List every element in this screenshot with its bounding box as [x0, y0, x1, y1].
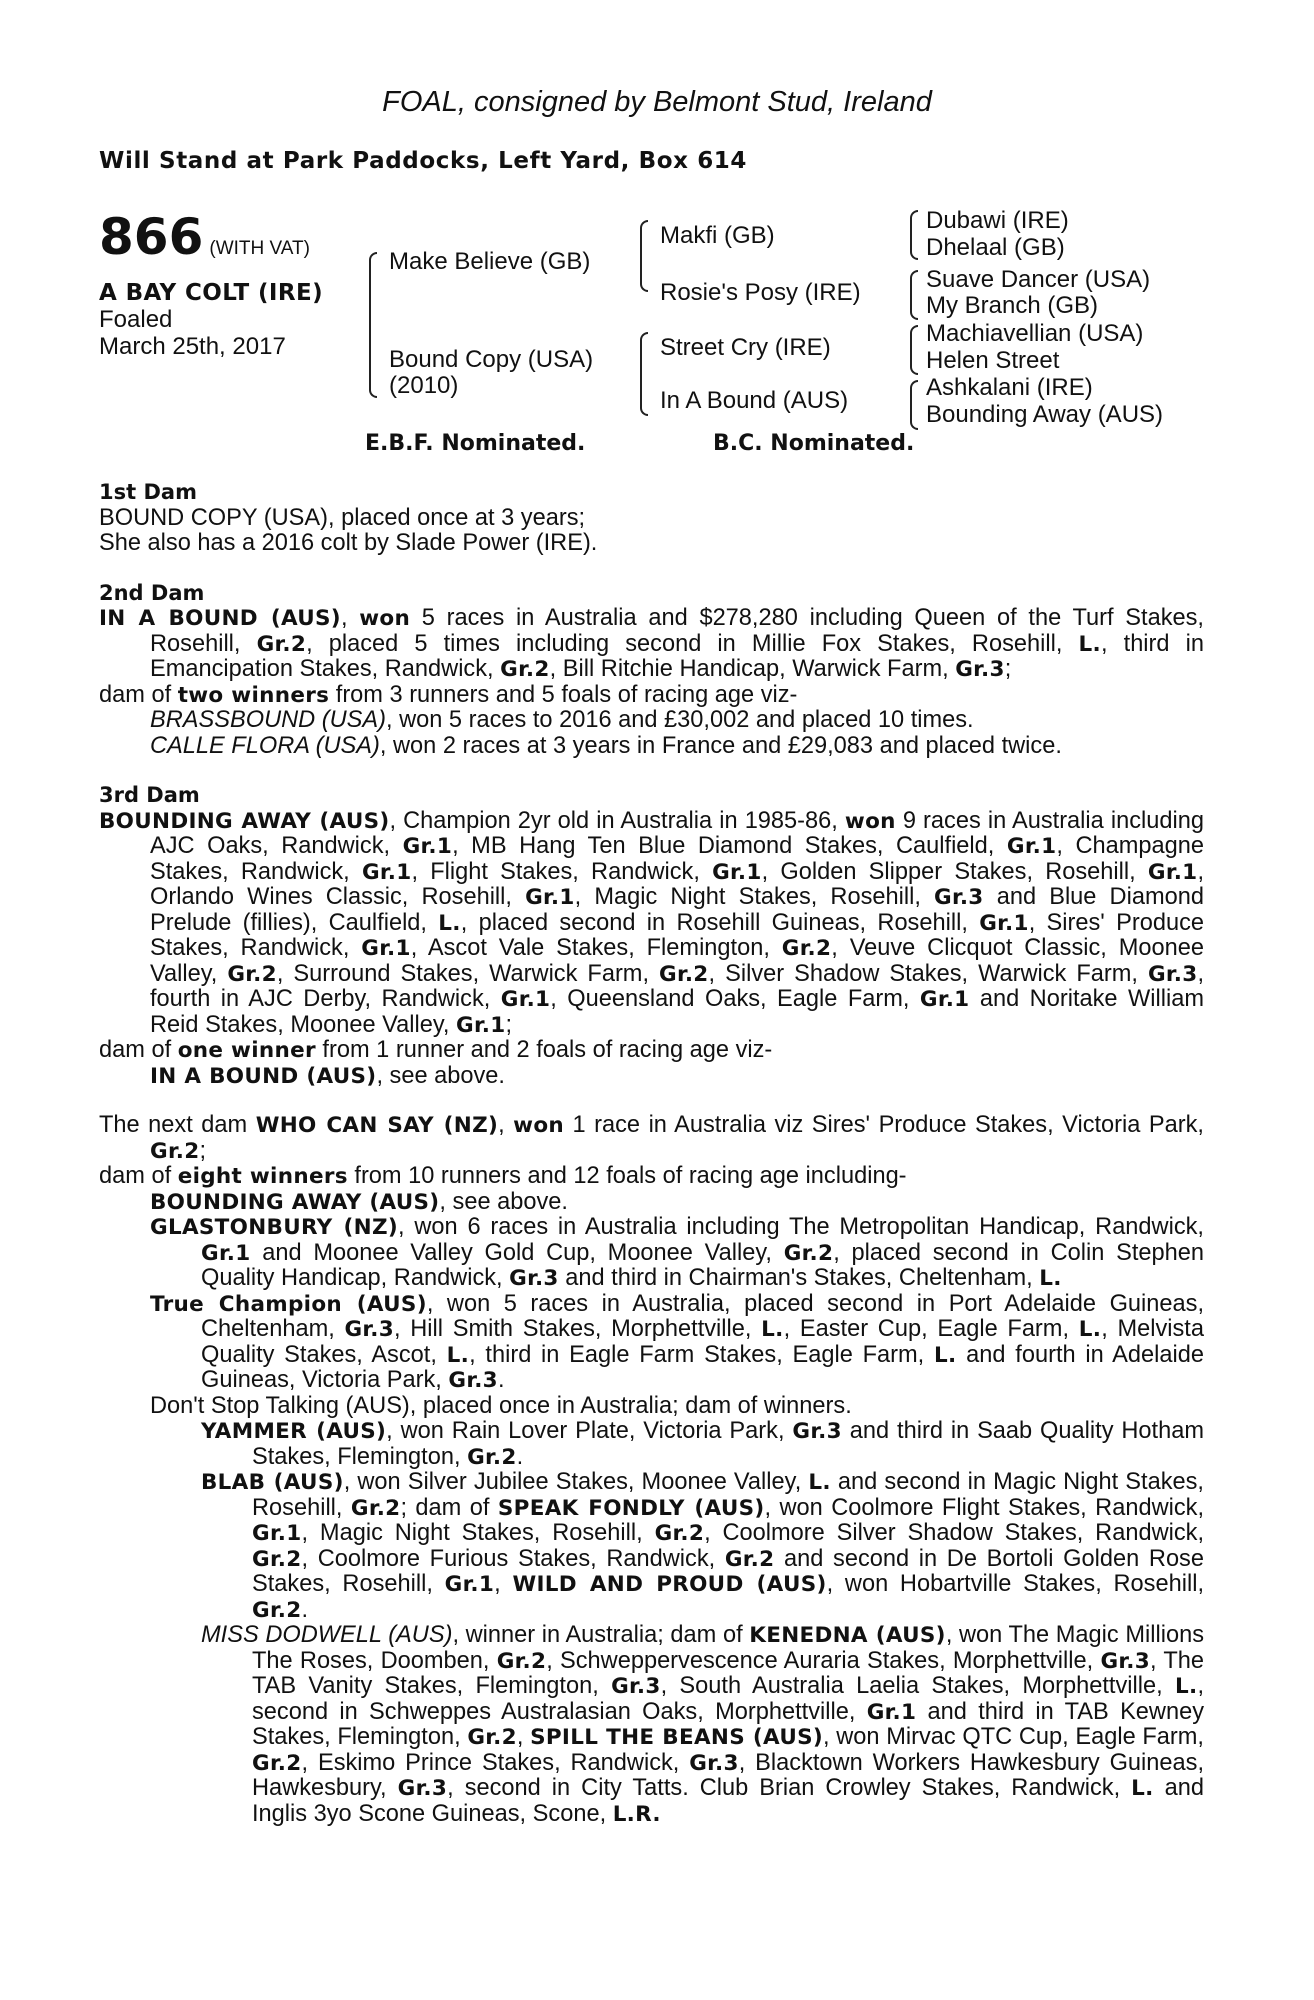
pedigree-gg-6: Helen Street	[926, 347, 1060, 374]
text-run: , third in Eagle Farm Stakes, Eagle Farm,	[469, 1341, 934, 1368]
bold-run: IN A BOUND (AUS)	[150, 1063, 377, 1089]
text-run: , Blacktown Workers Hawkesbury Guineas, Hawkesbury,	[252, 1749, 1205, 1801]
bold-run: Gr.3	[1147, 961, 1198, 987]
bold-run: Gr.2	[500, 657, 550, 682]
bold-run: L.R.	[612, 1801, 661, 1827]
bold-run: Gr.3	[344, 1317, 394, 1342]
text-run: , Hill Smith Stakes, Morphettville,	[394, 1316, 762, 1342]
first-dam-line: She also has a 2016 colt by Slade Power (IRE).	[99, 530, 598, 556]
first-dam-line: BOUND COPY (USA), placed once at 3 years;	[99, 504, 586, 531]
text-run: , winner in Australia; dam of	[452, 1622, 750, 1648]
text-run: from 3 runners and 5 foals of racing age viz-	[329, 681, 798, 708]
text-run: and third in TAB Kewney Stakes, Flemington,	[252, 1698, 1205, 1750]
text-run: , won The Magic Millions The Roses, Doomben,	[252, 1622, 1204, 1674]
bold-run: BOUNDING AWAY (AUS)	[150, 1189, 440, 1215]
pedigree-brace	[910, 380, 918, 430]
text-run: , won Hobartville Stakes, Rosehill,	[826, 1571, 1204, 1597]
text-run: ;	[505, 1011, 513, 1038]
text-run: and second in Magic Night Stakes, Rosehill,	[252, 1469, 1204, 1521]
catalogue-body	[99, 480, 1204, 1827]
produce-entry	[201, 1470, 1204, 1623]
bold-run: Gr.2	[252, 1546, 302, 1572]
pedigree-brace	[369, 252, 377, 398]
second-dam-heading: 2nd Dam	[99, 580, 205, 605]
text-run: ,	[516, 1724, 531, 1750]
text-run: and Noritake William Reid Stakes, Moonee Valley,	[150, 986, 1204, 1038]
bold-run: won	[844, 808, 896, 834]
text-run: , Coolmore Furious Stakes, Randwick,	[301, 1545, 725, 1572]
pedigree-sire-sire: Makfi (GB)	[660, 222, 775, 249]
bold-run: L.	[446, 1342, 470, 1368]
text-run: , see above.	[376, 1062, 505, 1089]
text-run: , won 6 races in Australia including The Metropolitan Handicap, Randwick,	[398, 1214, 1204, 1240]
bold-run: Gr.1	[361, 859, 412, 885]
bold-run: Gr.1	[456, 1012, 506, 1038]
text-run: , placed second in Colin Stephen Quality Handicap, Randwick,	[201, 1239, 1205, 1291]
text-run: , Flight Stakes, Randwick,	[411, 858, 713, 885]
text-run: , see above.	[439, 1188, 568, 1215]
pedigree-brace	[640, 332, 648, 416]
bold-run: BOUNDING AWAY (AUS)	[99, 808, 390, 834]
bold-run: L.	[1039, 1266, 1062, 1291]
pedigree-gg-5: Machiavellian (USA)	[926, 320, 1144, 347]
bold-run: Gr.2	[654, 1521, 705, 1546]
bold-run: Gr.1	[979, 910, 1029, 936]
bold-run: Gr.3	[792, 1419, 842, 1444]
third-dam-record	[99, 809, 1204, 1039]
bold-run: L.	[1174, 1674, 1198, 1699]
text-run: , Eskimo Prince Stakes, Randwick,	[301, 1749, 690, 1776]
produce-entry	[150, 1394, 1204, 1420]
text-run: , won Rain Lover Plate, Victoria Park,	[386, 1418, 793, 1444]
third-dam-produce	[99, 1038, 1204, 1064]
bold-run: SPEAK FONDLY (AUS)	[497, 1495, 765, 1521]
bold-run: won	[359, 606, 411, 631]
text-run: , placed second in Rosehill Guineas, Rosehill,	[460, 909, 980, 936]
text-run: , fourth in AJC Derby, Randwick,	[150, 960, 1205, 1012]
pedigree-gg-8: Bounding Away (AUS)	[926, 401, 1164, 428]
text-run: and second in De Bortoli Golden Rose Stakes, Rosehill,	[252, 1545, 1204, 1597]
text-run: , Magic Night Stakes, Rosehill,	[301, 1520, 655, 1546]
pedigree-brace	[910, 270, 918, 320]
text-run: ;	[199, 1137, 207, 1164]
bold-run: won	[513, 1113, 565, 1138]
lot-title: A BAY COLT (IRE)	[99, 280, 323, 306]
bold-run: Gr.3	[448, 1368, 498, 1393]
bold-run: L.	[438, 910, 461, 936]
text-run: , Schweppervescence Auraria Stakes, Morphettville,	[546, 1647, 1101, 1674]
pedigree-gg-4: My Branch (GB)	[926, 292, 1099, 319]
lot-number: 866	[99, 208, 204, 266]
produce-entry	[150, 734, 1204, 760]
bold-run: Gr.2	[256, 631, 307, 657]
pedigree-gg-7: Ashkalani (IRE)	[926, 374, 1093, 401]
third-dam-heading: 3rd Dam	[99, 783, 200, 807]
bold-run: Gr.1	[866, 1699, 917, 1725]
first-dam-heading: 1st Dam	[99, 480, 197, 504]
produce-entry	[150, 1190, 1204, 1216]
text-run: The next dam	[99, 1112, 256, 1138]
text-run: Don't Stop Talking (AUS), placed once in Australia; dam of winners.	[150, 1392, 852, 1419]
text-run: , won 5 races in Australia, placed second in Port Adelaide Guineas, Cheltenham,	[201, 1290, 1205, 1342]
bold-run: Gr.1	[500, 987, 551, 1012]
text-run: , Orlando Wines Classic, Rosehill,	[150, 858, 1204, 910]
bold-run: Gr.3	[955, 657, 1005, 682]
text-run: , second in Schweppes Australasian Oaks, Morphettville,	[252, 1673, 1204, 1725]
text-run: from 1 runner and 2 foals of racing age viz-	[315, 1037, 773, 1063]
second-dam-record	[99, 606, 1204, 683]
text-run: , Silver Shadow Stakes, Warwick Farm,	[708, 960, 1148, 987]
bold-run: L.	[1131, 1776, 1154, 1801]
produce-entry	[201, 1419, 1204, 1470]
bold-run: KENEDNA (AUS)	[749, 1623, 946, 1648]
bold-run: Gr.3	[611, 1674, 661, 1699]
bold-run: WHO CAN SAY (NZ)	[255, 1113, 499, 1138]
bold-run: Gr.2	[252, 1750, 302, 1776]
bold-run: BLAB (AUS)	[201, 1470, 344, 1495]
bold-run: True Champion (AUS)	[150, 1291, 427, 1317]
text-run: 9 races in Australia including AJC Oaks, Randwick,	[150, 807, 1205, 859]
bold-run: Gr.3	[934, 885, 984, 910]
bold-run: Gr.3	[689, 1750, 739, 1776]
text-run: dam of	[99, 1037, 178, 1063]
bold-run: Gr.1	[361, 936, 411, 961]
bold-run: Gr.2	[467, 1444, 517, 1470]
pedigree-gg-2: Dhelaal (GB)	[926, 234, 1065, 261]
text-run: , Easter Cup, Eagle Farm,	[783, 1316, 1079, 1342]
text-run: , Ascot Vale Stakes, Flemington,	[410, 935, 782, 961]
bold-run: Gr.2	[252, 1597, 302, 1623]
text-run: , MB Hang Ten Blue Diamond Stakes, Caulfield,	[452, 833, 1007, 859]
bold-run: Gr.2	[467, 1725, 517, 1750]
bold-run: L.	[808, 1470, 831, 1495]
next-dam-record	[99, 1113, 1204, 1164]
text-run: 5 races in Australia and $278,280 including Queen of the Turf Stakes, Rosehill,	[150, 605, 1204, 657]
bold-run: Gr.2	[150, 1138, 200, 1164]
text-run: ,	[494, 1571, 513, 1597]
text-run: , won Mirvac QTC Cup, Eagle Farm,	[823, 1724, 1204, 1750]
bold-run: Gr.2	[496, 1648, 547, 1674]
pedigree-gg-1: Dubawi (IRE)	[926, 207, 1069, 234]
text-run: , Veuve Clicquot Classic, Moonee Valley,	[150, 935, 1204, 987]
text-run: , won Silver Jubilee Stakes, Moonee Valley,	[343, 1469, 809, 1495]
bold-run: IN A BOUND (AUS)	[99, 606, 341, 631]
pedigree-sire-dam: Rosie's Posy (IRE)	[660, 279, 861, 306]
vat-note: (WITH VAT)	[209, 238, 310, 259]
text-run: , Bill Ritchie Handicap, Warwick Farm,	[549, 656, 956, 682]
produce-entry	[150, 1215, 1204, 1292]
bold-run: Gr.3	[397, 1776, 448, 1801]
bold-run: Gr.1	[201, 1240, 251, 1266]
bold-run: Gr.1	[252, 1521, 302, 1546]
text-run: 1 race in Australia viz Sires' Produce Stakes, Victoria Park,	[564, 1112, 1204, 1138]
pedigree-gg-3: Suave Dancer (USA)	[926, 266, 1151, 293]
text-run: , Melvista Quality Stakes, Ascot,	[201, 1316, 1204, 1368]
produce-entry	[201, 1623, 1204, 1827]
bold-run: Gr.2	[227, 961, 277, 987]
text-run: , placed 5 times including second in Millie Fox Stakes, Rosehill,	[306, 630, 1079, 657]
bold-run: Gr.2	[659, 961, 709, 987]
text-run: , Champagne Stakes, Randwick,	[150, 833, 1205, 885]
pedigree-dam-sire: Street Cry (IRE)	[660, 334, 831, 361]
text-run: ,	[340, 605, 360, 631]
text-run: , third in Emancipation Stakes, Randwick,	[150, 630, 1204, 682]
bold-run: L.	[761, 1317, 784, 1342]
produce-entry	[150, 1292, 1204, 1394]
bold-run: Gr.3	[1100, 1648, 1150, 1674]
stand-location: Will Stand at Park Paddocks, Left Yard, Box 614	[99, 148, 747, 174]
lot-number-block	[99, 208, 310, 266]
text-run: ,	[498, 1112, 514, 1138]
produce-entry	[150, 1064, 1204, 1090]
bc-nomination: B.C. Nominated.	[713, 431, 915, 456]
ebf-nomination: E.B.F. Nominated.	[365, 431, 586, 456]
bold-run: Gr.1	[525, 885, 575, 910]
text-run: , Magic Night Stakes, Rosehill,	[574, 884, 935, 910]
text-run: and Inglis 3yo Scone Guineas, Scone,	[252, 1775, 1204, 1827]
consignment-line: FOAL, consigned by Belmont Stud, Ireland	[382, 86, 932, 118]
text-run: from 10 runners and 12 foals of racing age including-	[347, 1163, 907, 1189]
text-run: and Moonee Valley Gold Cup, Moonee Valley,	[250, 1239, 784, 1266]
next-dam-produce	[99, 1164, 1204, 1190]
text-run: ;	[1004, 656, 1012, 682]
text-run: and third in Chairman's Stakes, Cheltenham,	[558, 1265, 1040, 1291]
bold-run: YAMMER (AUS)	[201, 1419, 387, 1444]
bold-run: one winner	[177, 1038, 316, 1063]
bold-run: Gr.1	[712, 859, 762, 885]
text-run: , Coolmore Silver Shadow Stakes, Randwick,	[704, 1520, 1204, 1546]
second-dam-produce	[99, 683, 1204, 709]
pedigree-dam-dam: In A Bound (AUS)	[660, 387, 849, 414]
bold-run: GLASTONBURY (NZ)	[150, 1215, 398, 1240]
pedigree-brace	[640, 220, 648, 292]
text-run: , Sires' Produce Stakes, Randwick,	[150, 909, 1204, 961]
text-run: and Blue Diamond Prelude (fillies), Caulfield,	[150, 884, 1204, 936]
bold-run: Gr.1	[402, 834, 453, 859]
text-run: .	[497, 1367, 505, 1393]
produce-entry	[150, 708, 1204, 734]
bold-run: Gr.2	[724, 1546, 775, 1572]
bold-run: Gr.1	[444, 1572, 495, 1597]
bold-run: WILD AND PROUD (AUS)	[512, 1572, 827, 1597]
italic-run: CALLE FLORA (USA)	[150, 732, 380, 759]
bold-run: Gr.2	[350, 1495, 401, 1521]
bold-run: L.	[1078, 1317, 1102, 1342]
text-run: , won Coolmore Flight Stakes, Randwick,	[764, 1494, 1204, 1521]
text-run: , won 5 races to 2016 and £30,002 and placed 10 times.	[385, 707, 974, 733]
pedigree-brace	[910, 210, 918, 260]
text-run: , won 2 races at 3 years in France and £29,083 and placed twice.	[379, 732, 1062, 759]
text-run: .	[301, 1596, 309, 1623]
text-run: , Golden Slipper Stakes, Rosehill,	[761, 858, 1148, 885]
bold-run: Gr.1	[919, 987, 970, 1012]
text-run: dam of	[99, 1163, 178, 1189]
text-run: , South Australia Laelia Stakes, Morphettville,	[660, 1673, 1175, 1699]
text-run: , second in City Tatts. Club Brian Crowley Stakes, Randwick,	[447, 1775, 1132, 1801]
bold-run: eight winners	[177, 1164, 348, 1189]
italic-run: MISS DODWELL (AUS)	[201, 1622, 453, 1648]
bold-run: L.	[1078, 631, 1101, 657]
pedigree-dam: Bound Copy (USA)	[389, 346, 594, 373]
text-run: , The TAB Vanity Stakes, Flemington,	[252, 1647, 1204, 1699]
bold-run: Gr.1	[1147, 859, 1198, 885]
bold-run: SPILL THE BEANS (AUS)	[530, 1725, 823, 1750]
foaled-date: March 25th, 2017	[99, 333, 286, 360]
text-run: .	[516, 1443, 524, 1470]
italic-run: BRASSBOUND (USA)	[150, 707, 386, 733]
bold-run: Gr.2	[781, 936, 832, 961]
bold-run: L.	[933, 1342, 957, 1368]
pedigree-sire: Make Believe (GB)	[389, 248, 591, 275]
bold-run: Gr.1	[1006, 834, 1057, 859]
bold-run: Gr.3	[509, 1266, 559, 1291]
pedigree-dam-year: (2010)	[389, 372, 459, 399]
bold-run: two winners	[177, 682, 330, 708]
text-run: , Queensland Oaks, Eagle Farm,	[550, 986, 920, 1012]
text-run: and fourth in Adelaide Guineas, Victoria Park,	[201, 1341, 1205, 1393]
text-run: and third in Saab Quality Hotham Stakes, Flemington,	[252, 1418, 1204, 1470]
text-run: dam of	[99, 681, 178, 708]
foaled-label: Foaled	[99, 306, 173, 333]
bold-run: Gr.2	[783, 1240, 834, 1266]
text-run: , Champion 2yr old in Australia in 1985-86,	[389, 807, 845, 834]
text-run: ; dam of	[400, 1494, 498, 1521]
pedigree-brace	[910, 325, 918, 375]
text-run: , Surround Stakes, Warwick Farm,	[276, 960, 660, 987]
